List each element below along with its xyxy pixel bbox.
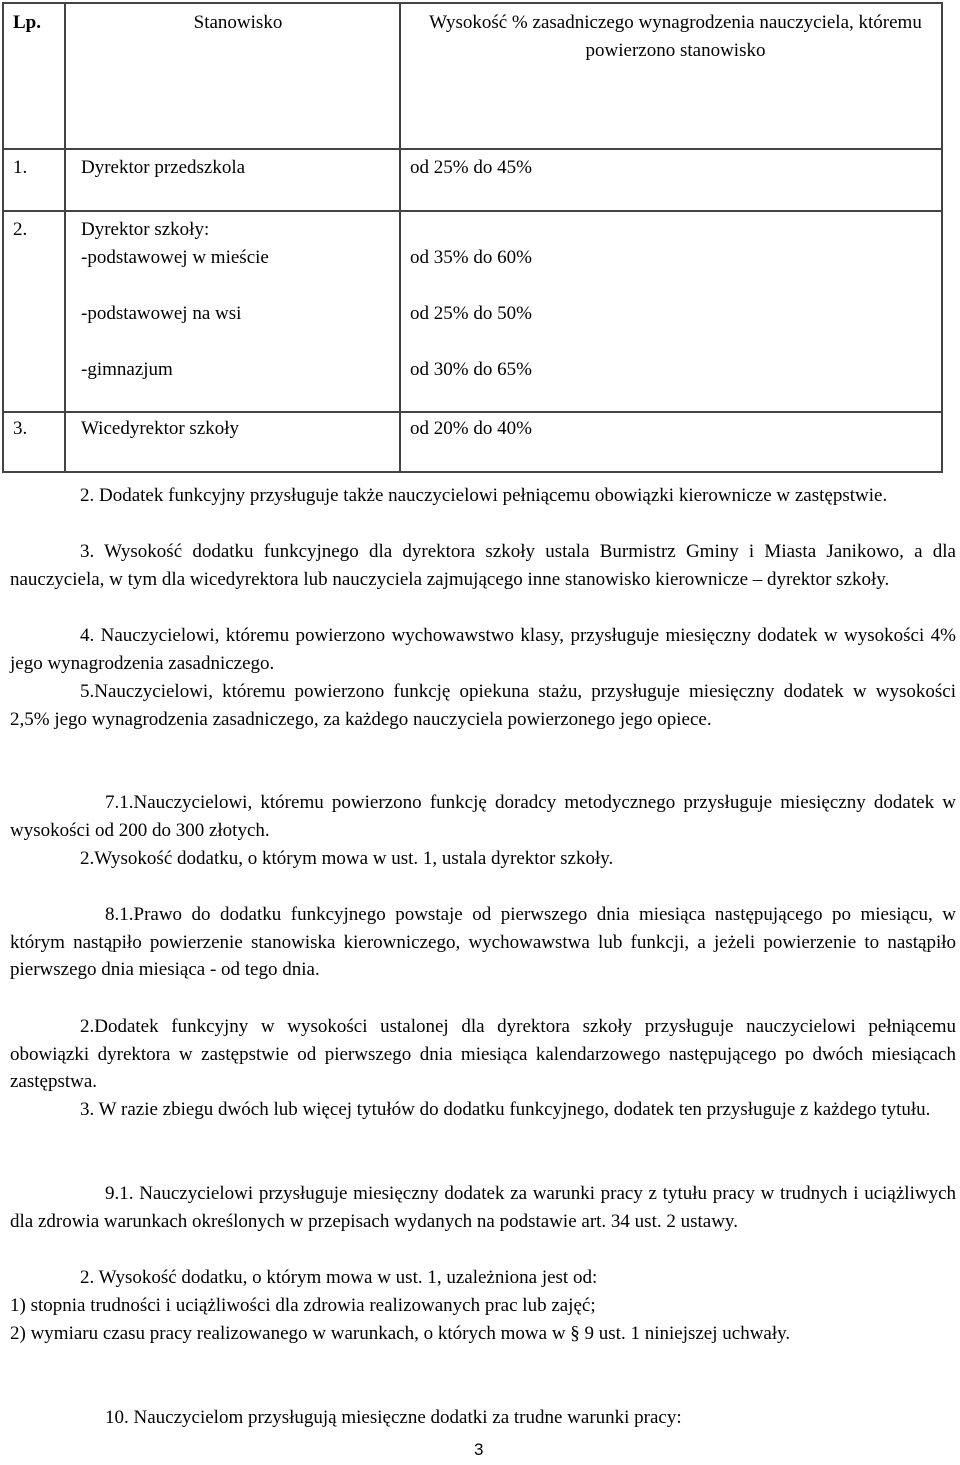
paragraph-9-1: 9.1. Nauczycielowi przysługuje miesięczny dodatek za warunki pracy z tytułu pracy w trudnych i uciążliwych dla zdrowia warunkach określonych w przepisach wydanych na podstawie art. 34 ust. 2 ustawy. bbox=[10, 1183, 956, 1232]
paragraph-7-1: 7.1.Nauczycielowi, któremu powierzono funkcję doradcy metodycznego przysługuje miesięczny dodatek w wysokości od 200 do 300 złotych. bbox=[10, 792, 956, 841]
paragraph-9-2-2: 2) wymiaru czasu pracy realizowanego w warunkach, o których mowa w § 9 ust. 1 niniejszej uchwały. bbox=[10, 1323, 791, 1344]
row-subamount: od 35% do 60% bbox=[410, 247, 532, 268]
paragraph-8-1: 8.1.Prawo do dodatku funkcyjnego powstaje od pierwszego dnia miesiąca następującego po miesiącu, w którym nastąpiło powierzenie stanowiska kierowniczego, wychowawstwa lub funkcji, a jeżeli powierzenie to nastąpiło pierwszego dnia miesiąca - od tego dnia. bbox=[10, 904, 956, 980]
allowance-table bbox=[2, 2, 943, 473]
row-lp: 3. bbox=[3, 412, 65, 472]
row-subposition: -gimnazjum bbox=[81, 359, 173, 380]
row-amount bbox=[400, 211, 942, 412]
row-position: Dyrektor przedszkola bbox=[65, 149, 400, 211]
row-subamount: od 25% do 50% bbox=[410, 303, 532, 324]
paragraph-8-2: 2.Dodatek funkcyjny w wysokości ustalonej dla dyrektora szkoły przysługuje nauczycielowi pełniącemu obowiązki dyrektora w zastępstwie od pierwszego dnia miesiąca kalendarzowego następującego po dwóch miesiącach zastępstwa. bbox=[10, 1016, 956, 1092]
row-lp: 1. bbox=[3, 149, 65, 211]
paragraph-4: 4. Nauczycielowi, któremu powierzono wychowawstwo klasy, przysługuje miesięczny dodatek w wysokości 4% jego wynagrodzenia zasadniczego. bbox=[10, 625, 956, 674]
header-lp: Lp. bbox=[3, 3, 65, 149]
paragraph-8-3: 3. W razie zbiegu dwóch lub więcej tytułów do dodatku funkcyjnego, dodatek ten przysługuje z każdego tytułu. bbox=[80, 1099, 931, 1120]
row-position-title: Dyrektor szkoły: bbox=[81, 219, 210, 240]
row-position: Wicedyrektor szkoły bbox=[65, 412, 400, 472]
table-row bbox=[3, 211, 942, 412]
row-lp: 2. bbox=[3, 211, 65, 412]
table-row bbox=[3, 412, 942, 472]
table-header-row bbox=[3, 3, 942, 149]
paragraph-3: 3. Wysokość dodatku funkcyjnego dla dyrektora szkoły ustala Burmistrz Gminy i Miasta Janikowo, a dla nauczyciela, w tym dla wicedyrektora lub nauczyciela zajmującego inne stanowisko kierownicze – dyrektor szkoły. bbox=[10, 541, 956, 590]
paragraph-5: 5.Nauczycielowi, któremu powierzono funkcję opiekuna stażu, przysługuje miesięczny dodatek w wysokości 2,5% jego wynagrodzenia zasadniczego, za każdego nauczyciela powierzonego jego opiece. bbox=[10, 681, 956, 730]
row-subposition: -podstawowej w mieście bbox=[81, 247, 269, 268]
row-amount: od 20% do 40% bbox=[400, 412, 942, 472]
page-number: 3 bbox=[474, 1440, 484, 1459]
paragraph-7-2: 2.Wysokość dodatku, o którym mowa w ust. 1, ustala dyrektor szkoły. bbox=[80, 848, 614, 869]
paragraph-9-2-1: 1) stopnia trudności i uciążliwości dla zdrowia realizowanych prac lub zajęć; bbox=[10, 1295, 596, 1316]
paragraph-9-2: 2. Wysokość dodatku, o którym mowa w ust. 1, uzależniona jest od: bbox=[80, 1267, 598, 1288]
paragraph-2: 2. Dodatek funkcyjny przysługuje także nauczycielowi pełniącemu obowiązki kierownicze w zastępstwie. bbox=[80, 485, 888, 506]
header-amount: Wysokość % zasadniczego wynagrodzenia nauczyciela, któremu powierzono stanowisko bbox=[400, 3, 942, 149]
row-subamount: od 30% do 65% bbox=[410, 359, 532, 380]
row-position bbox=[65, 211, 400, 412]
header-position: Stanowisko bbox=[65, 3, 400, 149]
row-subposition: -podstawowej na wsi bbox=[81, 303, 242, 324]
table-row bbox=[3, 149, 942, 211]
row-amount: od 25% do 45% bbox=[400, 149, 942, 211]
paragraph-10: 10. Nauczycielom przysługują miesięczne dodatki za trudne warunki pracy: bbox=[105, 1407, 682, 1428]
